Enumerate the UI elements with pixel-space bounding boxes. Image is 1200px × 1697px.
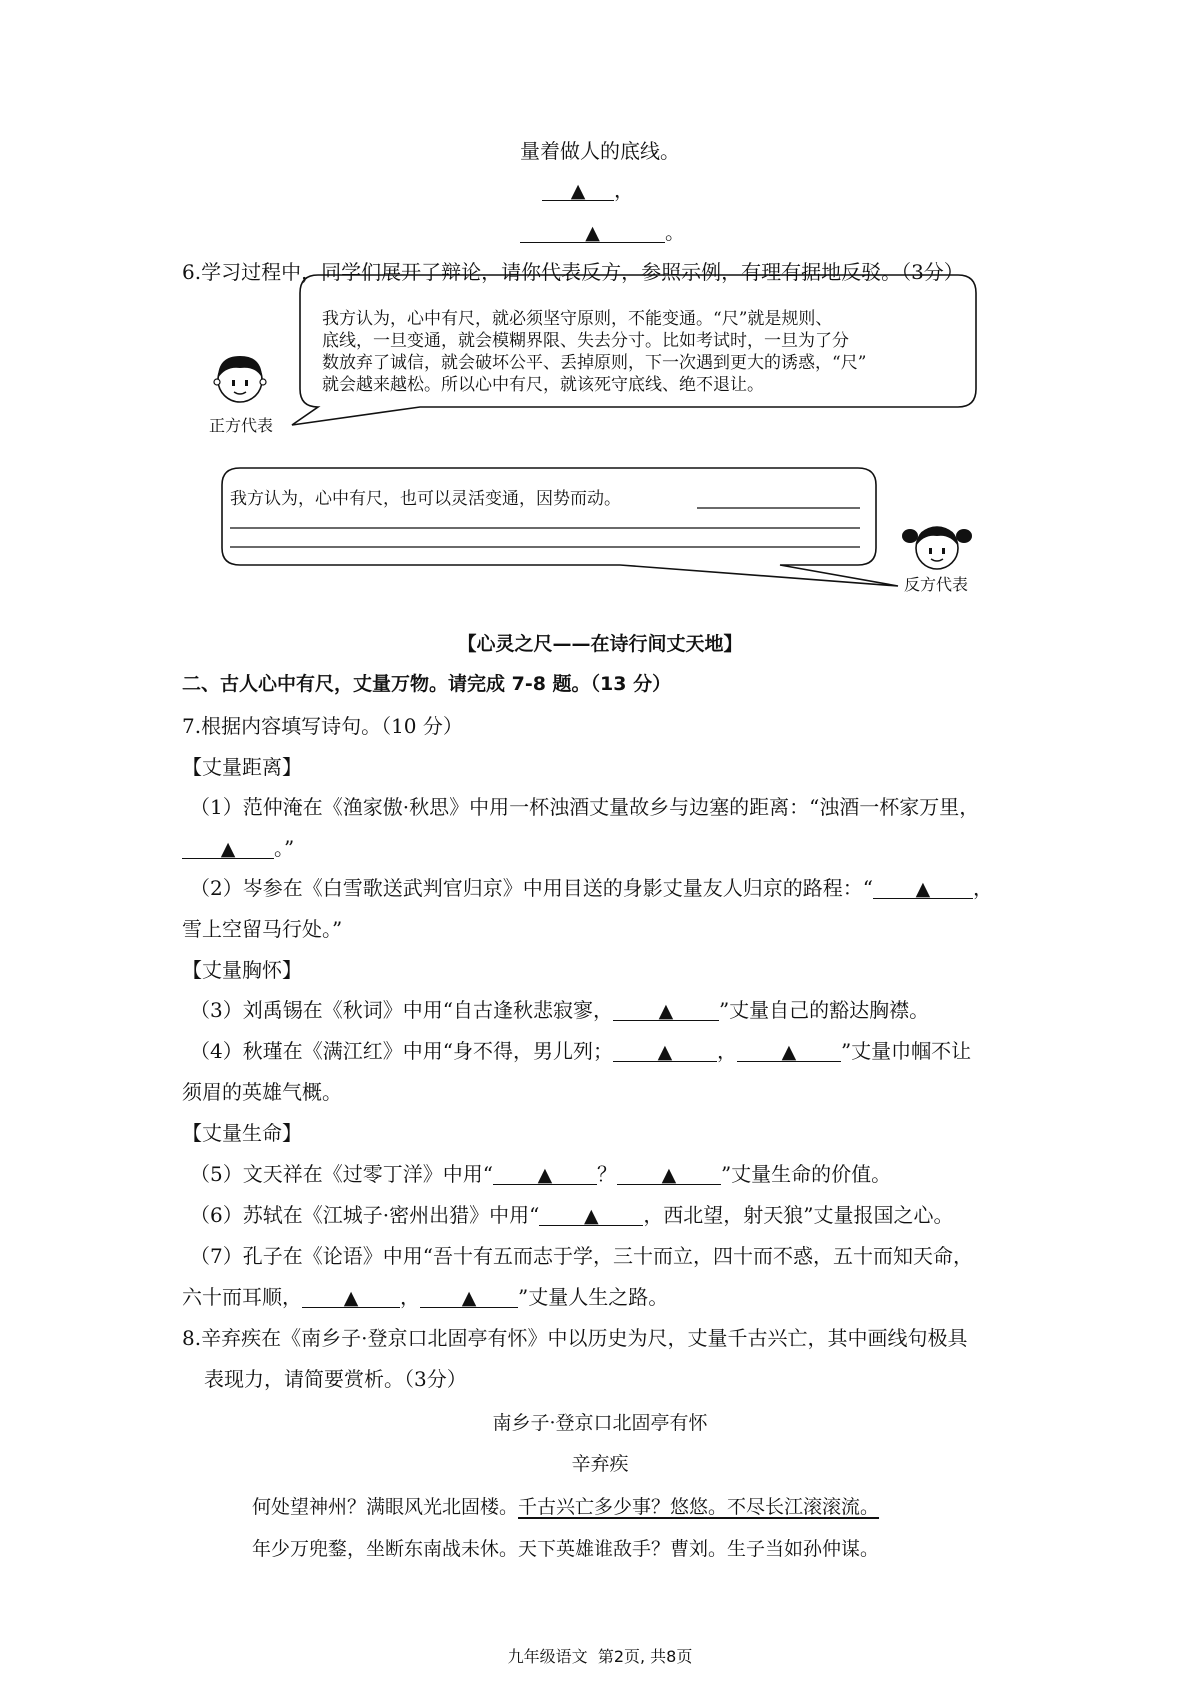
- question-6: 6.学习过程中，同学们展开了辩论，请你代表反方，参照示例，有理有据地反驳。（3分）: [182, 260, 964, 284]
- answer-blank[interactable]: ▲: [542, 176, 614, 201]
- item-1-line2: ▲ 。”: [182, 834, 294, 862]
- answer-blank[interactable]: ▲: [520, 218, 665, 243]
- question-8-line1: 8.辛弃疾在《南乡子·登京口北固亭有怀》中以历史为尺，丈量千古兴亡，其中画线句极具: [182, 1326, 968, 1350]
- item-2-line1: （2）岑参在《白雪歌送武判官归京》中用目送的身影丈量友人归京的路程：“ ▲ ，: [190, 876, 993, 900]
- item-4-line2: 须眉的英雄气概。: [182, 1080, 342, 1104]
- question-8-line2: 表现力，请简要赏析。（3分）: [204, 1367, 467, 1391]
- pro-speech-line: 数放弃了诚信，就会破坏公平、丢掉原则，下一次遇到更大的诱惑，“尺”: [322, 353, 867, 373]
- answer-blank[interactable]: ▲: [302, 1283, 400, 1308]
- sub-heading: 【丈量胸怀】: [182, 958, 302, 982]
- answer-blank[interactable]: ▲: [613, 996, 719, 1021]
- poem-line-1: 何处望神州？满眼风光北固楼。千古兴亡多少事？悠悠。不尽长江滚滚流。: [252, 1496, 880, 1518]
- question-7-heading: 7.根据内容填写诗句。（10 分）: [182, 714, 463, 738]
- item-5: （5）文天祥在《过零丁洋》中用“ ▲ ？ ▲ ”丈量生命的价值。: [190, 1162, 892, 1186]
- sub-heading: 【丈量生命】: [182, 1121, 302, 1145]
- part2-heading: 二、古人心中有尺，丈量万物。请完成 7-8 题。（13 分）: [182, 673, 672, 695]
- item-7-line2: 六十而耳顺， ▲ ， ▲ ”丈量人生之路。: [182, 1285, 669, 1309]
- pro-speech-line: 我方认为，心中有尺，就必须坚守原则，不能变通。“尺”就是规则、: [322, 309, 833, 329]
- pro-label: 正方代表: [209, 416, 274, 435]
- item-7-line1: （7）孔子在《论语》中用“吾十有五而志于学，三十而立，四十而不惑，五十而知天命，: [190, 1244, 973, 1268]
- poem-author: 辛弃疾: [571, 1453, 629, 1475]
- con-label: 反方代表: [904, 575, 969, 594]
- poem-line-2: 年少万兜鍪，坐断东南战未休。天下英雄谁敌手？曹刘。生子当如孙仲谋。: [252, 1538, 880, 1560]
- item-3: （3）刘禹锡在《秋词》中用“自古逢秋悲寂寥， ▲ ”丈量自己的豁达胸襟。: [190, 998, 930, 1022]
- answer-blank[interactable]: ▲: [493, 1160, 597, 1185]
- answer-blank[interactable]: ▲: [873, 874, 973, 899]
- page-footer: 九年级语文 第2页, 共8页: [507, 1647, 693, 1666]
- item-2-line2: 雪上空留马行处。”: [182, 917, 343, 941]
- answer-blank[interactable]: ▲: [737, 1037, 841, 1062]
- answer-blank[interactable]: ▲: [182, 834, 274, 859]
- pro-speech-line: 底线，一旦变通，就会模糊界限、失去分寸。比如考试时，一旦为了分: [322, 331, 849, 351]
- answer-blank[interactable]: ▲: [617, 1160, 721, 1185]
- answer-blank[interactable]: ▲: [539, 1201, 643, 1226]
- item-1-line1: （1）范仲淹在《渔家傲·秋思》中用一杯浊酒丈量故乡与边塞的距离：“浊酒一杯家万里，: [190, 795, 980, 819]
- answer-blank-line: ▲ 。: [520, 218, 685, 246]
- poem-title: 南乡子·登京口北固亭有怀: [492, 1412, 708, 1434]
- answer-blank[interactable]: ▲: [613, 1037, 717, 1062]
- section-title: 【心灵之尺——在诗行间丈天地】: [457, 633, 743, 655]
- con-speech-bubble: [222, 468, 898, 586]
- text-line: 量着做人的底线。: [520, 139, 680, 163]
- answer-blank-line: ▲ ，: [542, 176, 634, 204]
- con-speech: 我方认为，心中有尺，也可以灵活变通，因势而动。: [230, 489, 621, 509]
- answer-blank[interactable]: ▲: [420, 1283, 518, 1308]
- item-4-line1: （4）秋瑾在《满江红》中用“身不得，男儿列； ▲ ， ▲ ”丈量巾帼不让: [190, 1039, 972, 1063]
- boy-face-icon: [214, 356, 266, 402]
- underlined-poem-line: 千古兴亡多少事？悠悠。不尽长江滚滚流。: [518, 1496, 880, 1518]
- girl-face-icon: [902, 527, 972, 569]
- sub-heading: 【丈量距离】: [182, 755, 302, 779]
- pro-speech-line: 就会越来越松。所以心中有尺，就该死守底线、绝不退让。: [322, 375, 764, 395]
- item-6: （6）苏轼在《江城子·密州出猎》中用“ ▲ ，西北望，射天狼”丈量报国之心。: [190, 1203, 954, 1227]
